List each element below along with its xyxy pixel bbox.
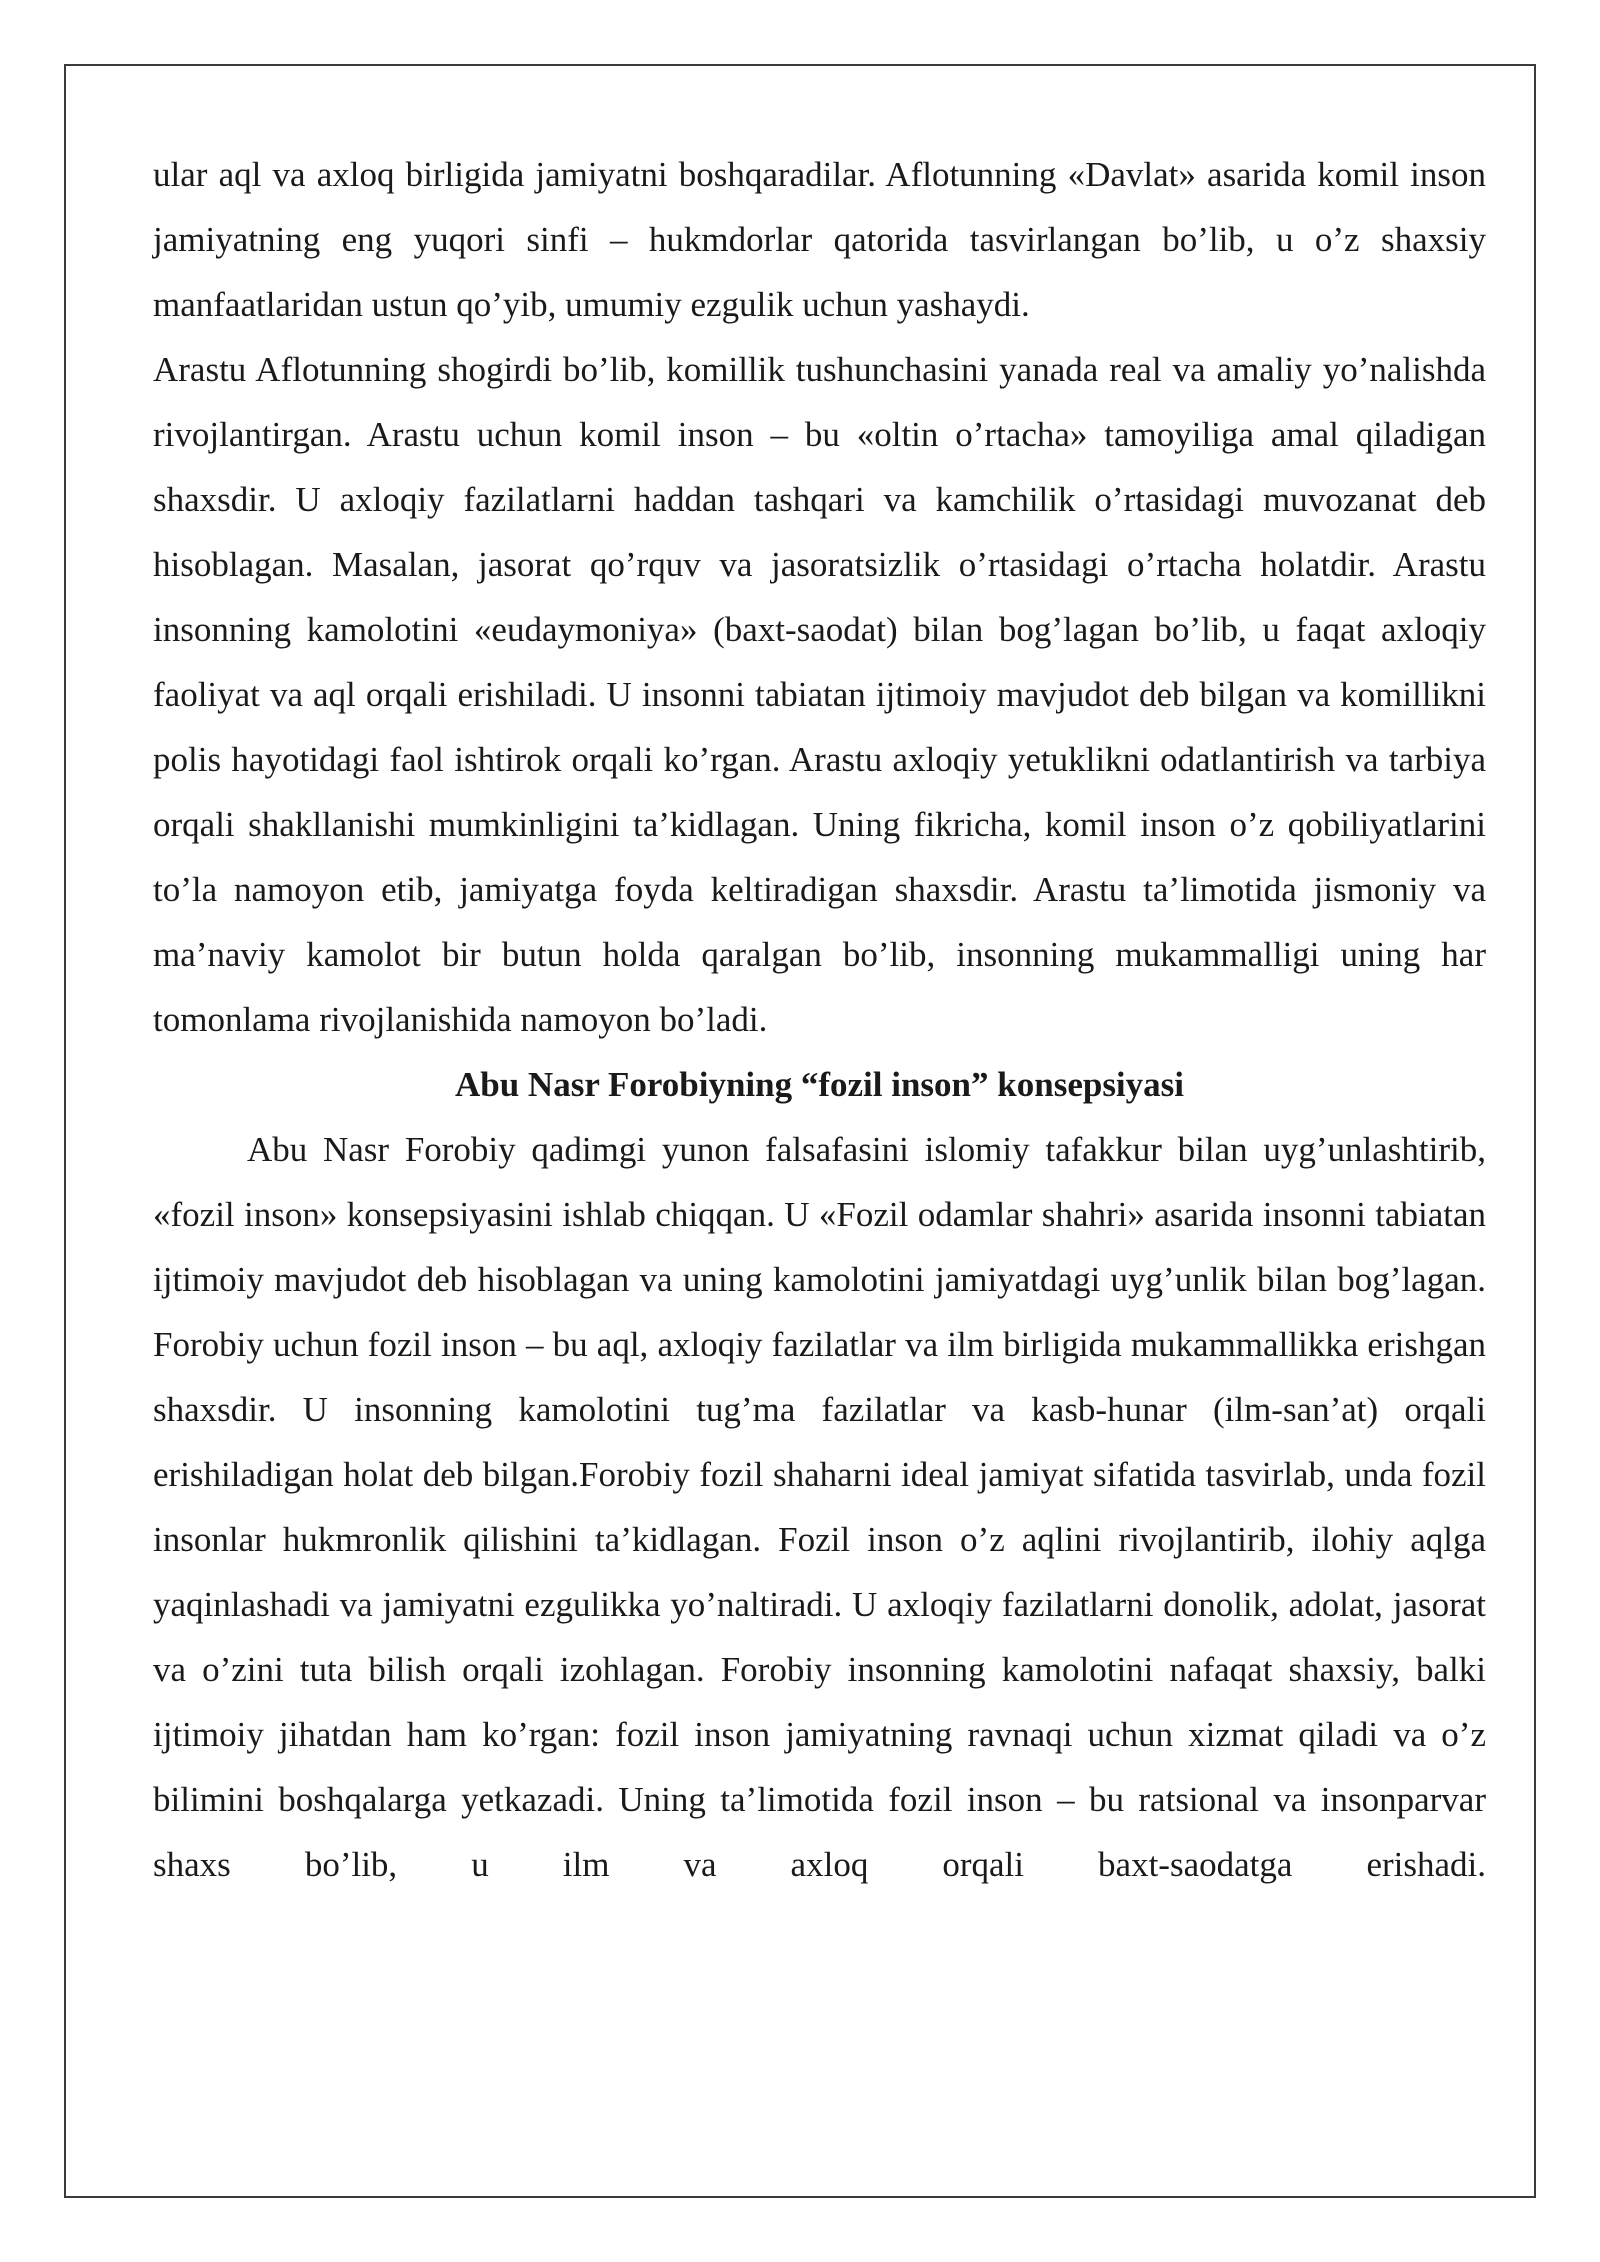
document-body xyxy=(153,142,1486,1897)
section-heading: Abu Nasr Forobiyning “fozil inson” konsepsiyasi xyxy=(454,1065,1185,1104)
paragraph-forobiy: Abu Nasr Forobiy qadimgi yunon falsafasini islomiy tafakkur bilan uyg’unlashtirib, «fozil inson» konsepsiyasini ishlab chiqqan. U «Fozil odamlar shahri» asarida insonni tabiatan ijtimoiy mavjudot deb hisoblagan va uning kamolotini jamiyatdagi uyg’unlik bilan bog’lagan. Forobiy uchun fozil inson – bu aql, axloqiy fazilatlar va ilm birligida mukammallikka erishgan shaxsdir. U insonning kamolotini tug’ma fazilatlar va kasb-hunar (ilm-san’at) orqali erishiladigan holat deb bilgan.Forobiy fozil shaharni ideal jamiyat sifatida tasvirlab, unda fozil insonlar hukmronlik qilishini ta’kidlagan. Fozil inson o’z aqlini rivojlantirib, ilohiy aqlga yaqinlashadi va jamiyatni ezgulikka yo’naltiradi. U axloqiy fazilatlarni donolik, adolat, jasorat va o’zini tuta bilish orqali izohlagan. Forobiy insonning kamolotini nafaqat shaxsiy, balki ijtimoiy jihatdan ham ko’rgan: fozil inson jamiyatning ravnaqi uchun xizmat qiladi va o’z bilimini boshqalarga yetkazadi. Uning ta’limotida fozil inson – bu ratsional va insonparvar shaxs bo’lib, u ilm va axloq orqali baxt-saodatga erishadi. xyxy=(153,1130,1486,1884)
paragraph-arastu: Arastu Aflotunning shogirdi bo’lib, komillik tushunchasini yanada real va amaliy yo’nalishda rivojlantirgan. Arastu uchun komil inson – bu «oltin o’rtacha» tamoyiliga amal qiladigan shaxsdir. U axloqiy fazilatlarni haddan tashqari va kamchilik o’rtasidagi muvozanat deb hisoblagan. Masalan, jasorat qo’rquv va jasoratsizlik o’rtasidagi o’rtacha holatdir. Arastu insonning kamolotini «eudaymoniya» (baxt-saodat) bilan bog’lagan bo’lib, u faqat axloqiy faoliyat va aql orqali erishiladi. U insonni tabiatan ijtimoiy mavjudot deb bilgan va komillikni polis hayotidagi faol ishtirok orqali ko’rgan. Arastu axloqiy yetuklikni odatlantirish va tarbiya orqali shakllanishi mumkinligini ta’kidlagan. Uning fikricha, komil inson o’z qobiliyatlarini to’la namoyon etib, jamiyatga foyda keltiradigan shaxsdir. Arastu ta’limotida jismoniy va ma’naviy kamolot bir butun holda qaralgan bo’lib, insonning mukammalligi uning har tomonlama rivojlanishida namoyon bo’ladi. xyxy=(153,350,1486,1039)
paragraph-aflotun-continuation: ular aql va axloq birligida jamiyatni boshqaradilar. Aflotunning «Davlat» asarida komil inson jamiyatning eng yuqori sinfi – hukmdorlar qatorida tasvirlangan bo’lib, u o’z shaxsiy manfaatlaridan ustun qo’yib, umumiy ezgulik uchun yashaydi. xyxy=(153,155,1486,324)
